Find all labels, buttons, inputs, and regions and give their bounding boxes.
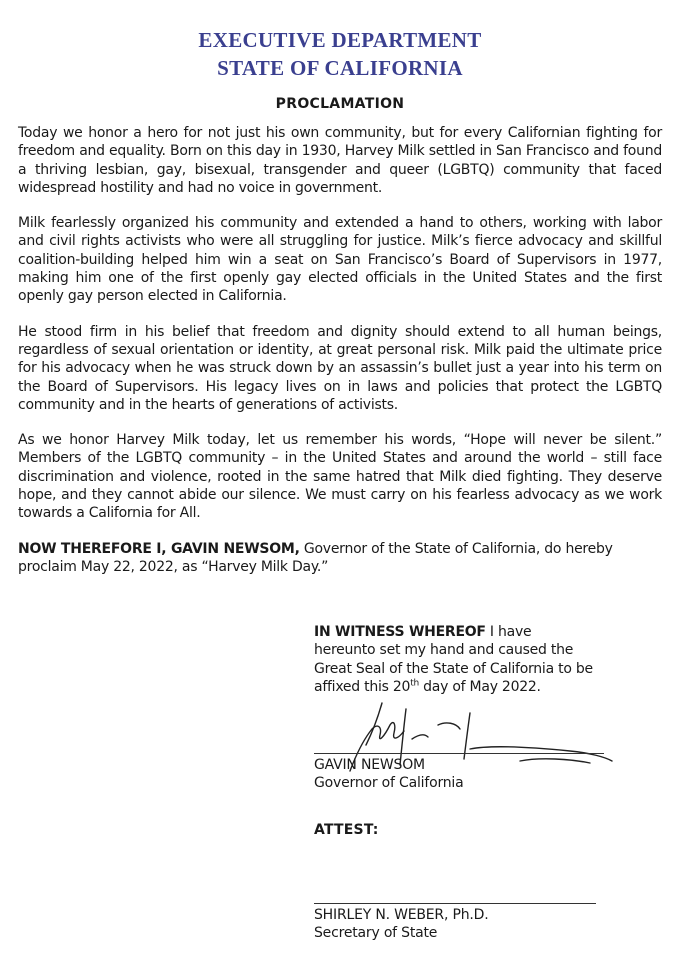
- letterhead-line-2: STATE OF CALIFORNIA: [217, 56, 463, 80]
- paragraph-4: As we honor Harvey Milk today, let us remember his words, “Hope will never be silent.” Members of the LGBTQ community – in the United States and around the world – still face discrimination and violence, rooted in the same hatred that Milk died fighting. They deserve hope, and they cannot abide our silence. We must carry on his fearless advocacy as we work towards a California for All.: [18, 432, 662, 522]
- attest-signature-line: [314, 903, 596, 904]
- secretary-title: Secretary of State: [314, 925, 438, 941]
- witness-text: I have hereunto set my hand and caused the Great Seal of the State of California to be affixed this 20: [314, 624, 593, 695]
- proclamation-statement-text: Governor of the State of California, do hereby proclaim May 22, 2022, as “Harvey Milk Day.”: [18, 540, 613, 575]
- signer-title: Governor of California: [314, 775, 464, 791]
- letterhead-line-1: EXECUTIVE DEPARTMENT: [198, 28, 482, 52]
- document-title: PROCLAMATION: [275, 96, 405, 112]
- witness-clause: [314, 623, 594, 696]
- signer-block: [314, 756, 464, 792]
- proclamation-statement-lead: NOW THEREFORE I, GAVIN NEWSOM,: [18, 540, 300, 557]
- paragraph-2: Milk fearlessly organized his community and extended a hand to others, working with labor and civil rights activists who were all struggling for justice. Milk’s fierce advocacy and skillful coalition-building helped him win a seat on San Francisco’s Board of Supervisors in 1977, making him one of the first openly gay elected officials in the United States and the first openly gay person elected in California.: [18, 215, 662, 305]
- attest-label: ATTEST:: [314, 822, 379, 838]
- signature-line: [314, 753, 604, 754]
- paragraph-3: He stood firm in his belief that freedom and dignity should extend to all human beings, regardless of sexual orientation or identity, at great personal risk. Milk paid the ultimate price for his advocacy when he was struck down by an assassin’s bullet just a year into his term on the Board of Supervisors. His legacy lives on in laws and policies that protect the LGBTQ community and in the hearts of generations of activists.: [18, 323, 662, 413]
- witness-text-end: day of May 2022.: [418, 678, 541, 695]
- secretary-name: SHIRLEY N. WEBER, Ph.D.: [314, 907, 489, 923]
- secretary-block: [314, 906, 488, 942]
- proclamation-statement: [18, 540, 662, 577]
- signer-name: GAVIN NEWSOM: [314, 757, 425, 773]
- ordinal-suffix: th: [410, 678, 419, 689]
- paragraph-1: Today we honor a hero for not just his own community, but for every Californian fighting for freedom and equality. Born on this day in 1930, Harvey Milk settled in San Francisco and found a thriving lesbian, gay, bisexual, transgender and queer (LGBTQ) community that faced widespread hostility and had no voice in government.: [18, 125, 662, 196]
- witness-lead: IN WITNESS WHEREOF: [314, 624, 486, 640]
- proclamation-body: [18, 124, 662, 576]
- letterhead: [0, 26, 680, 82]
